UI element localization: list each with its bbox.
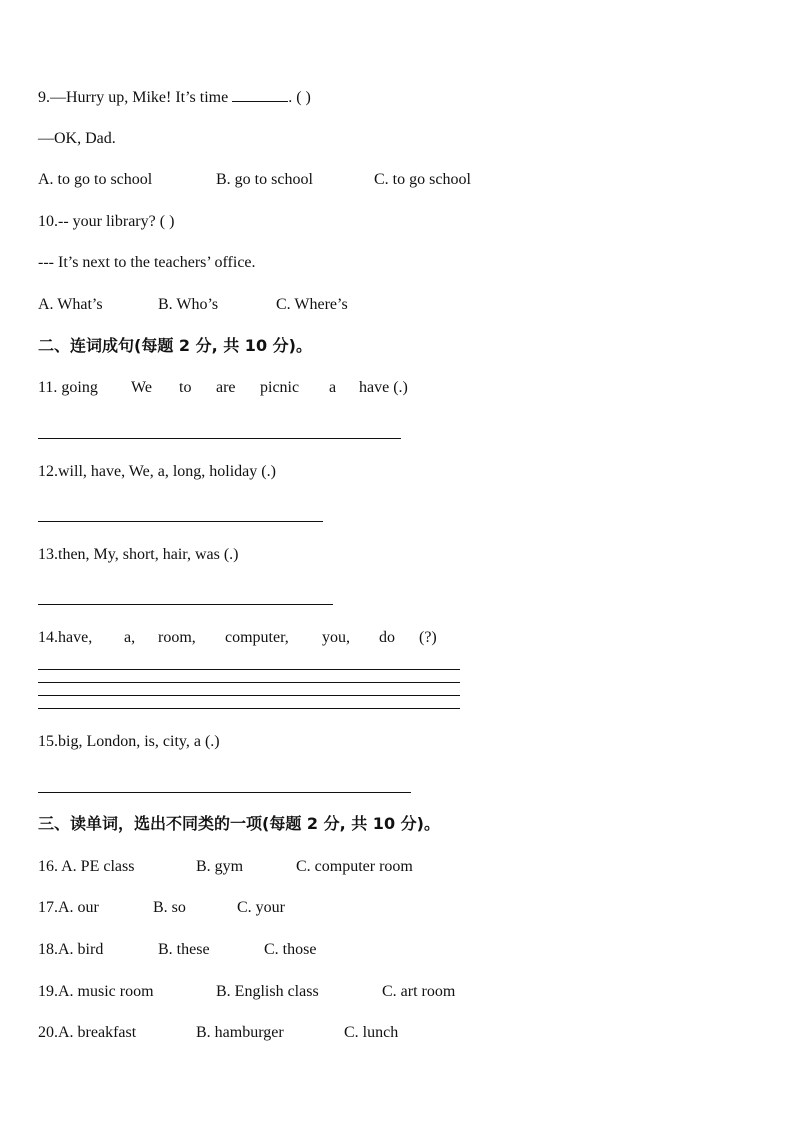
question-15-words: 15.big, London, is, city, a (.) (38, 733, 220, 750)
question-14-word: room, (158, 629, 196, 646)
question-14-word: do (379, 629, 395, 646)
question-18-option-c[interactable]: C. those (264, 941, 317, 958)
question-12-answer-line[interactable] (38, 521, 323, 522)
question-18-options (38, 940, 358, 960)
question-16-options (38, 857, 458, 877)
question-9-stem (38, 87, 311, 108)
question-17-option-b[interactable]: B. so (153, 899, 186, 916)
question-17-options (38, 898, 338, 918)
section-3-heading: 三、读单词，选出不同类的一项(每题 2 分, 共 10 分)。 (38, 814, 440, 833)
question-14-word: (?) (419, 629, 437, 646)
question-14-word: a, (124, 629, 136, 646)
question-14-word: you, (322, 629, 350, 646)
question-10-options (38, 295, 438, 315)
question-10-reply: --- It’s next to the teachers’ office. (38, 254, 256, 271)
question-14-answer-line[interactable] (38, 669, 460, 670)
question-19-options (38, 982, 478, 1002)
question-13-words: 13.then, My, short, hair, was (.) (38, 546, 239, 563)
question-19-option-a[interactable]: 19.A. music room (38, 983, 154, 1000)
question-9-option-c[interactable]: C. to go school (374, 171, 471, 188)
question-14-word: computer, (225, 629, 289, 646)
question-11-answer-line[interactable] (38, 438, 401, 439)
question-17-option-c[interactable]: C. your (237, 899, 285, 916)
question-10-stem: 10.-- your library? ( ) (38, 213, 175, 230)
question-16-option-a[interactable]: 16. A. PE class (38, 858, 135, 875)
question-20-options (38, 1023, 418, 1043)
question-17-option-a[interactable]: 17.A. our (38, 899, 99, 916)
question-10-option-a[interactable]: A. What’s (38, 296, 103, 313)
question-11-word: a (329, 379, 337, 396)
question-19-option-b[interactable]: B. English class (216, 983, 319, 1000)
question-10-option-b[interactable]: B. Who’s (158, 296, 219, 313)
question-14-answer-line[interactable] (38, 708, 460, 709)
question-11-word: We (131, 379, 152, 396)
question-20-option-c[interactable]: C. lunch (344, 1024, 399, 1041)
question-14-answer-line[interactable] (38, 695, 460, 696)
question-18-option-b[interactable]: B. these (158, 941, 210, 958)
question-20-option-b[interactable]: B. hamburger (196, 1024, 284, 1041)
question-16-option-b[interactable]: B. gym (196, 858, 244, 875)
question-9-option-b[interactable]: B. go to school (216, 171, 313, 188)
question-14-words (38, 628, 458, 648)
question-11-word: have (.) (359, 379, 408, 396)
question-10-option-c[interactable]: C. Where’s (276, 296, 348, 313)
question-9-suffix: . ( ) (288, 89, 311, 106)
question-12-words: 12.will, have, We, a, long, holiday (.) (38, 463, 276, 480)
question-16-option-c[interactable]: C. computer room (296, 858, 413, 875)
question-11-word: 11. going (38, 379, 98, 396)
question-20-option-a[interactable]: 20.A. breakfast (38, 1024, 137, 1041)
question-18-option-a[interactable]: 18.A. bird (38, 941, 104, 958)
question-11-word: picnic (260, 379, 300, 396)
question-13-answer-line[interactable] (38, 604, 333, 605)
question-11-word: to (179, 379, 192, 396)
question-9-options (38, 170, 558, 190)
question-9-reply: —OK, Dad. (38, 130, 116, 147)
question-14-answer-line[interactable] (38, 682, 460, 683)
question-11-words (38, 378, 438, 398)
question-9-prefix: 9.—Hurry up, Mike! It’s time (38, 89, 233, 106)
question-11-word: are (216, 379, 236, 396)
question-15-answer-line[interactable] (38, 792, 411, 793)
question-9-option-a[interactable]: A. to go to school (38, 171, 153, 188)
question-14-word: 14.have, (38, 629, 93, 646)
question-9-blank[interactable] (232, 87, 288, 102)
section-2-heading: 二、连词成句(每题 2 分, 共 10 分)。 (38, 336, 312, 355)
question-19-option-c[interactable]: C. art room (382, 983, 456, 1000)
